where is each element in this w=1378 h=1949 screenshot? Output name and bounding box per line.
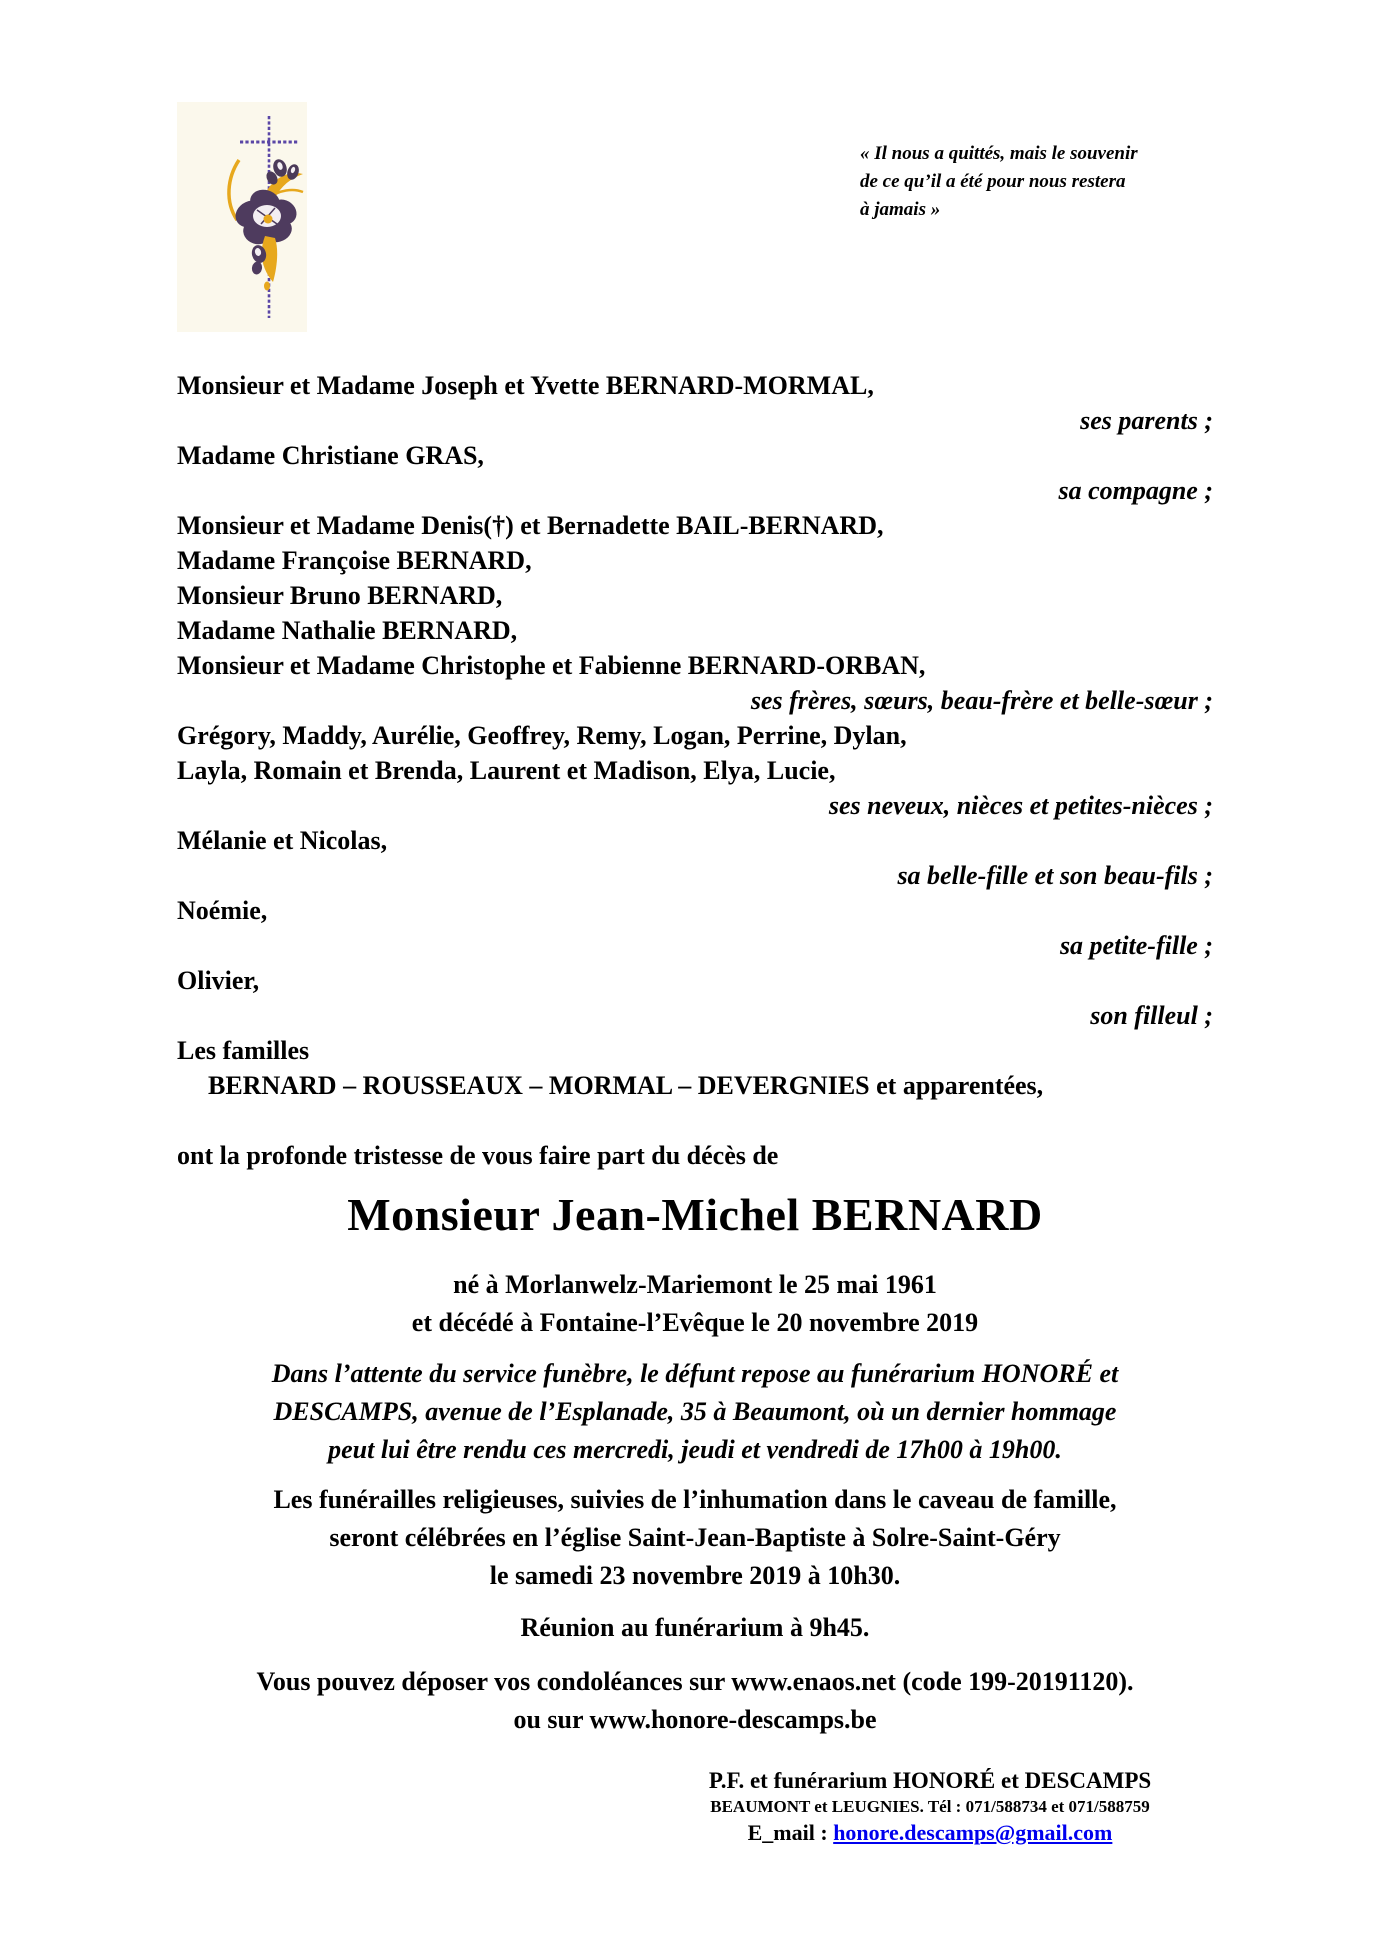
quote-line-2: de ce qu’il a été pour nous restera	[860, 171, 1126, 192]
family-name-row: Layla, Romain et Brenda, Laurent et Madison, Elya, Lucie,	[177, 756, 836, 785]
condolences-block	[177, 1663, 1213, 1739]
condolences-line-1: Vous pouvez déposer vos condoléances sur www.enaos.net (code 199-20191120).	[256, 1667, 1134, 1696]
relation-label-row: sa compagne ;	[1058, 476, 1213, 505]
family-name-row: Madame Françoise BERNARD,	[177, 546, 532, 575]
relation-label-row: son filleul ;	[1090, 1001, 1213, 1030]
footer-block	[660, 1767, 1200, 1848]
funeral-home-contact: BEAUMONT et LEUGNIES. Tél : 071/588734 et 071/588759	[710, 1797, 1150, 1816]
meeting-line: Réunion au funérarium à 9h45.	[520, 1613, 870, 1642]
funeral-line-2: seront célébrées en l’église Saint-Jean-Baptiste à Solre-Saint-Géry	[329, 1523, 1061, 1552]
cross-flower-icon	[177, 102, 307, 332]
family-name-row: Monsieur et Madame Christophe et Fabienne BERNARD-ORBAN,	[177, 651, 926, 680]
family-name-row: Les familles	[177, 1036, 310, 1065]
funeral-home-name: P.F. et funérarium HONORÉ et DESCAMPS	[708, 1768, 1152, 1793]
relation-label-row: sa petite-fille ;	[1059, 931, 1213, 960]
repose-line-1: Dans l’attente du service funèbre, le défunt repose au funérarium HONORÉ et	[271, 1359, 1119, 1388]
family-list	[177, 368, 1213, 1103]
relation-label-row: ses parents ;	[1080, 406, 1213, 435]
announcement-body	[177, 368, 1213, 1848]
family-name-row: Noémie,	[177, 896, 268, 925]
family-name-row: Grégory, Maddy, Aurélie, Geoffrey, Remy, Logan, Perrine, Dylan,	[177, 721, 907, 750]
funeral-service-details	[177, 1481, 1213, 1595]
condolences-line-2: ou sur www.honore-descamps.be	[513, 1705, 877, 1734]
repose-notice	[177, 1355, 1213, 1469]
relation-label-row: ses neveux, nièces et petites-nièces ;	[828, 791, 1213, 820]
birth-line: né à Morlanwelz-Mariemont le 25 mai 1961	[453, 1270, 937, 1299]
repose-line-2: DESCAMPS, avenue de l’Esplanade, 35 à Beaumont, où un dernier hommage	[273, 1397, 1117, 1426]
funeral-line-1: Les funérailles religieuses, suivies de l’inhumation dans le caveau de famille,	[273, 1485, 1117, 1514]
family-name-row: BERNARD – ROUSSEAUX – MORMAL – DEVERGNIES et apparentées,	[208, 1071, 1044, 1100]
quote-line-3: à jamais »	[860, 199, 941, 220]
relation-label-row: sa belle-fille et son beau-fils ;	[897, 861, 1213, 890]
relation-label-row: ses frères, sœurs, beau-frère et belle-sœur ;	[750, 686, 1213, 715]
family-name-row: Monsieur et Madame Denis(†) et Bernadette BAIL-BERNARD,	[177, 511, 884, 540]
repose-line-3: peut lui être rendu ces mercredi, jeudi et vendredi de 17h00 à 19h00.	[328, 1435, 1062, 1464]
family-name-row: Olivier,	[177, 966, 260, 995]
birth-death-block	[177, 1266, 1213, 1342]
family-name-row: Monsieur et Madame Joseph et Yvette BERNARD-MORMAL,	[177, 371, 874, 400]
email-link[interactable]: honore.descamps@gmail.com	[833, 1820, 1113, 1845]
funeral-home-logo	[177, 102, 307, 332]
email-line	[660, 1818, 1200, 1848]
family-name-row: Mélanie et Nicolas,	[177, 826, 388, 855]
death-line: et décédé à Fontaine-l’Evêque le 20 novembre 2019	[411, 1308, 979, 1337]
announcement-line: ont la profonde tristesse de vous faire part du décès de	[177, 1141, 779, 1170]
family-name-row: Monsieur Bruno BERNARD,	[177, 581, 503, 610]
deceased-name-title: Monsieur Jean-Michel BERNARD	[347, 1189, 1043, 1240]
email-label: E_mail :	[747, 1820, 834, 1845]
quote-line-1: « Il nous a quittés, mais le souvenir	[860, 143, 1138, 164]
family-name-row: Madame Nathalie BERNARD,	[177, 616, 518, 645]
family-name-row: Madame Christiane GRAS,	[177, 441, 484, 470]
funeral-line-3: le samedi 23 novembre 2019 à 10h30.	[489, 1561, 901, 1590]
memorial-quote	[860, 140, 1220, 224]
